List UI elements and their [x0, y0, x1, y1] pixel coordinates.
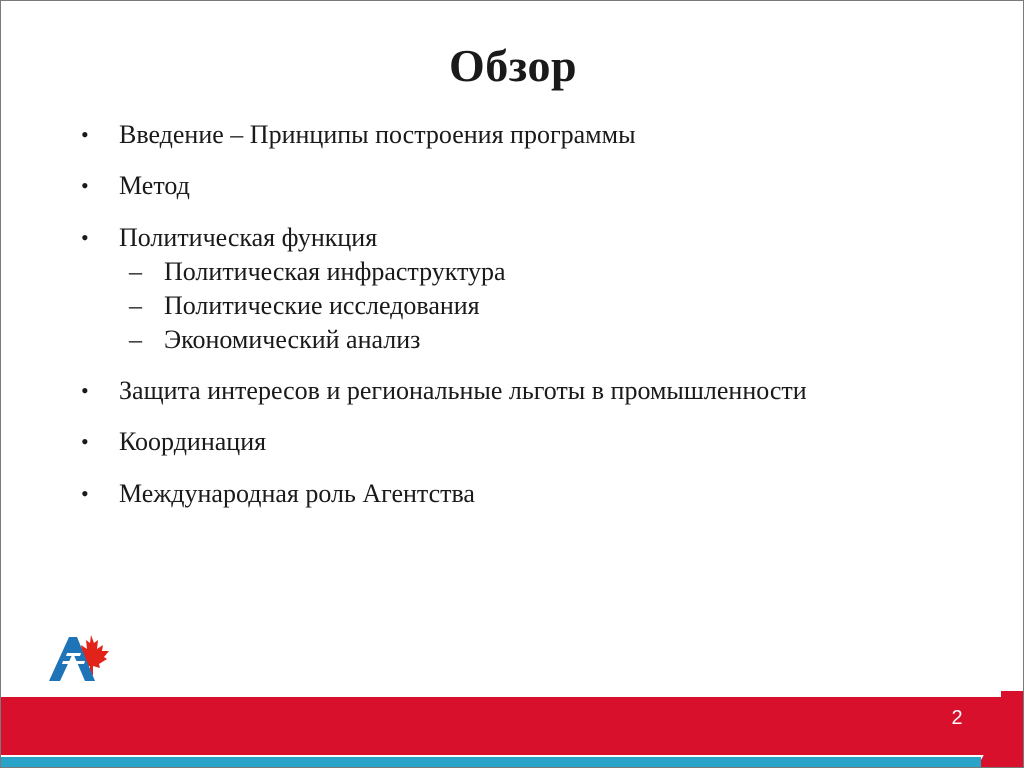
dash-icon: –: [129, 257, 142, 286]
sub-list-item: Политическая инфраструктура: [164, 257, 506, 286]
sub-list-item: Политические исследования: [164, 291, 480, 320]
agency-logo-icon: [47, 631, 111, 683]
footer-band: [1, 691, 1024, 768]
bullet-icon: •: [81, 122, 89, 147]
list-item: Политическая функция: [119, 223, 378, 252]
page-number: 2: [951, 707, 963, 729]
slide-title: Обзор: [448, 40, 578, 91]
list-item: Координация: [119, 427, 267, 456]
dash-icon: –: [129, 325, 142, 354]
bullet-icon: •: [81, 481, 89, 506]
sub-list-item: Экономический анализ: [164, 325, 421, 354]
bullet-icon: •: [81, 173, 89, 198]
dash-icon: –: [129, 291, 142, 320]
bullet-icon: •: [81, 225, 89, 250]
list-item: Международная роль Агентства: [119, 479, 475, 508]
list-item: Защита интересов и региональные льготы в промышленности: [119, 376, 807, 405]
list-item: Метод: [119, 171, 190, 200]
bullet-icon: •: [81, 378, 89, 403]
bullet-icon: •: [81, 429, 89, 454]
list-item: Введение – Принципы построения программы: [119, 120, 636, 149]
